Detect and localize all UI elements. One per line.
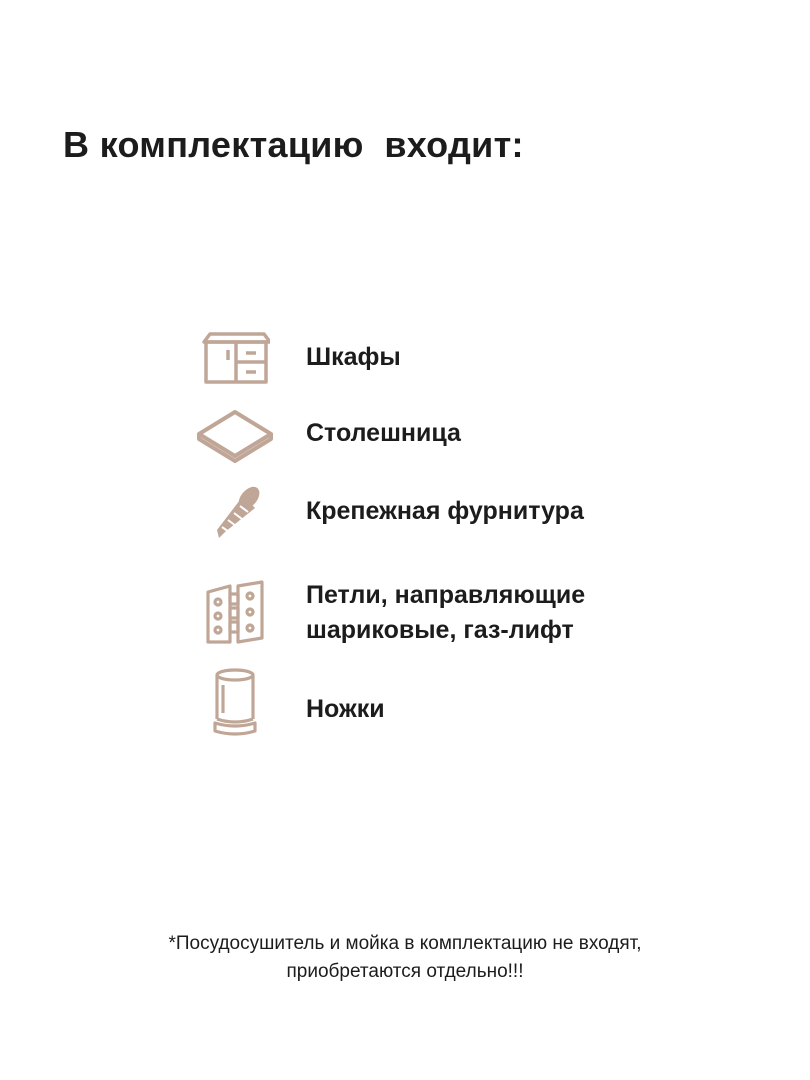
footnote-line1: *Посудосушитель и мойка в комплектацию не входят,	[168, 933, 642, 954]
item-label-legs: Ножки	[306, 695, 385, 723]
screw-icon	[190, 482, 280, 542]
item-label-hinges-line2: шариковые, газ-лифт	[306, 616, 574, 644]
item-label-hinges	[306, 578, 585, 648]
item-label-cabinets: Шкафы	[306, 343, 401, 371]
footnote	[0, 930, 810, 986]
item-label-countertop: Столешница	[306, 419, 461, 447]
footnote-line2: приобретаются отдельно!!!	[286, 961, 524, 982]
countertop-icon	[190, 404, 280, 468]
furniture-leg-icon	[190, 666, 280, 740]
item-label-hinges-line1: Петли, направляющие	[306, 581, 586, 609]
item-label-fasteners: Крепежная фурнитура	[306, 497, 584, 525]
page-title: В комплектацию входит:	[63, 124, 524, 165]
cabinet-icon	[190, 326, 280, 390]
hinge-icon	[190, 578, 280, 648]
